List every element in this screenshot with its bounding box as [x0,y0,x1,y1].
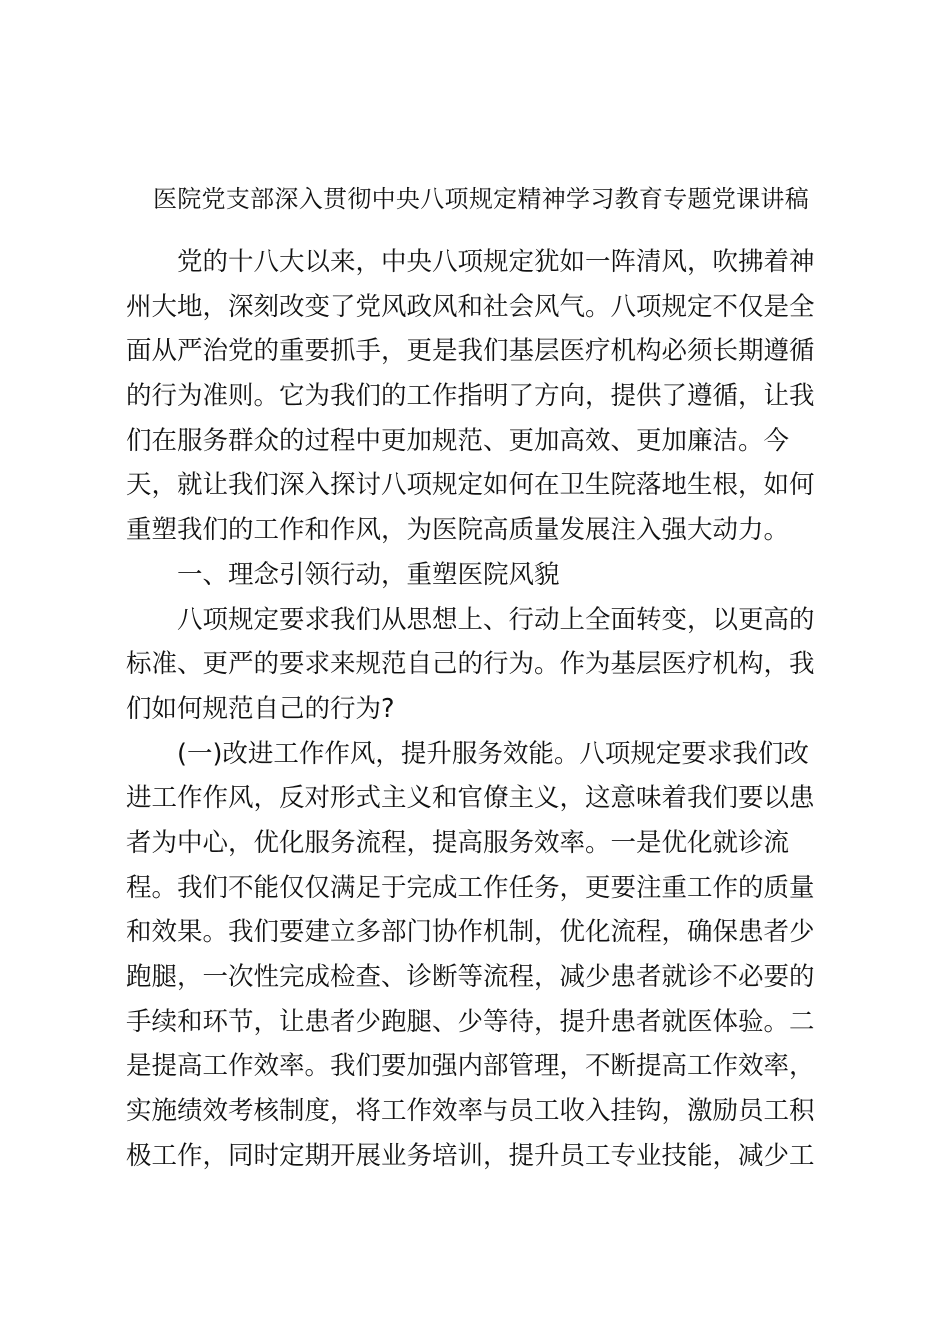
paragraph-intro-line-7: 重塑我们的工作和作风，为医院高质量发展注入强大动力。 [126,515,790,546]
document-title: 医院党支部深入贯彻中央八项规定精神学习教育专题党课讲稿 [152,185,810,213]
paragraph-intro-line-6: 天，就让我们深入探讨八项规定如何在卫生院落地生根，如何 [126,470,815,501]
paragraph-subsection1-line-4: 程。我们不能仅仅满足于完成工作任务，更要注重工作的质量 [126,872,815,903]
paragraph-intro-line-5: 们在服务群众的过程中更加规范、更加高效、更加廉洁。今 [126,425,790,456]
paragraph-subsection1-line-5: 和效果。我们要建立多部门协作机制，优化流程，确保患者少 [126,917,815,948]
paragraph-subsection1-line-2: 进工作作风，反对形式主义和官僚主义，这意味着我们要以患 [126,783,815,814]
paragraph-subsection1-line-7: 手续和环节，让患者少跑腿、少等待，提升患者就医体验。二 [126,1006,815,1037]
paragraph-intro-line-1: 党的十八大以来，中央八项规定犹如一阵清风，吹拂着神 [177,247,815,277]
paragraph-subsection1-line-9: 实施绩效考核制度，将工作效率与员工收入挂钩，激励员工积 [126,1096,815,1127]
paragraph-intro-line-4: 的行为准则。它为我们的工作指明了方向，提供了遵循，让我 [126,381,815,412]
paragraph-subsection1-line-1: (一)改进工作作风，提升服务效能。八项规定要求我们改 [177,738,809,769]
section-heading-1: 一、理念引领行动，重塑医院风貌 [177,559,560,590]
paragraph-subsection1-line-10: 极工作，同时定期开展业务培训，提升员工专业技能，减少工 [126,1140,815,1171]
paragraph-subsection1-line-3: 者为中心，优化服务流程，提高服务效率。一是优化就诊流 [126,827,790,858]
paragraph-intro-line-3: 面从严治党的重要抓手，更是我们基层医疗机构必须长期遵循 [126,336,815,367]
paragraph-section1-line-3: 们如何规范自己的行为? [126,693,395,724]
paragraph-section1-line-2: 标准、更严的要求来规范自己的行为。作为基层医疗机构，我 [126,649,815,680]
document-body [126,240,826,1178]
paragraph-subsection1-line-8: 是提高工作效率。我们要加强内部管理，不断提高工作效率， [126,1051,815,1082]
paragraph-section1-line-1: 八项规定要求我们从思想上、行动上全面转变，以更高的 [177,604,815,635]
paragraph-subsection1-line-6: 跑腿，一次性完成检查、诊断等流程，减少患者就诊不必要的 [126,962,815,992]
paragraph-intro-line-2: 州大地，深刻改变了党风政风和社会风气。八项规定不仅是全 [126,291,815,322]
